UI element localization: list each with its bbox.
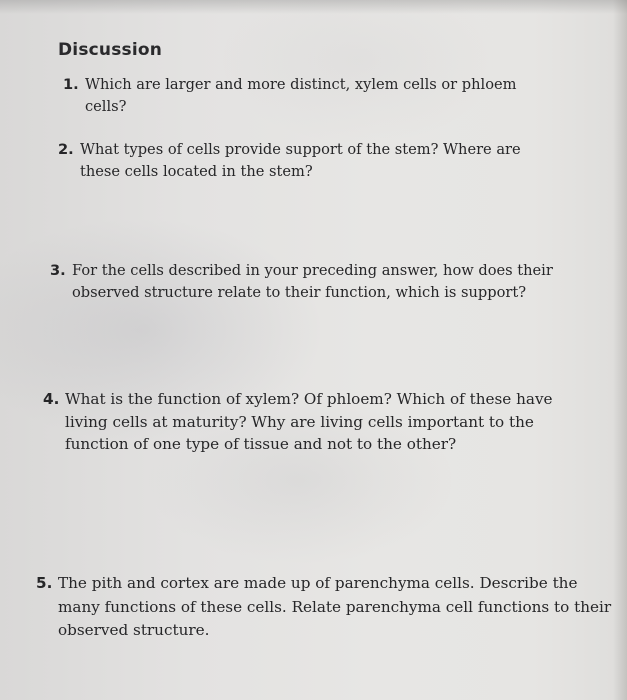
page-shadow-top <box>0 0 627 14</box>
question-text: What is the function of xylem? Of phloem? Which of these have living cells at maturity? Why are living cells important to the function of one type of tissue and not to the other? <box>65 390 553 453</box>
question-1 <box>63 74 533 118</box>
question-4 <box>43 388 583 456</box>
section-heading: Discussion <box>58 40 163 60</box>
question-number: 3. <box>50 262 66 279</box>
question-3 <box>50 260 580 304</box>
question-text: What types of cells provide support of the stem? Where are these cells located in the stem? <box>80 141 521 180</box>
question-text: Which are larger and more distinct, xylem cells or phloem cells? <box>85 76 517 115</box>
question-number: 2. <box>58 141 74 158</box>
question-number: 1. <box>63 76 79 93</box>
question-text: For the cells described in your preceding answer, how does their observed structure relate to their function, which is support? <box>72 262 553 301</box>
question-5 <box>36 572 621 643</box>
question-number: 4. <box>43 390 60 408</box>
question-text: The pith and cortex are made up of parenchyma cells. Describe the many functions of these cells. Relate parenchyma cell functions to their observed structure. <box>58 574 612 639</box>
question-2 <box>58 139 548 183</box>
question-number: 5. <box>36 574 53 592</box>
